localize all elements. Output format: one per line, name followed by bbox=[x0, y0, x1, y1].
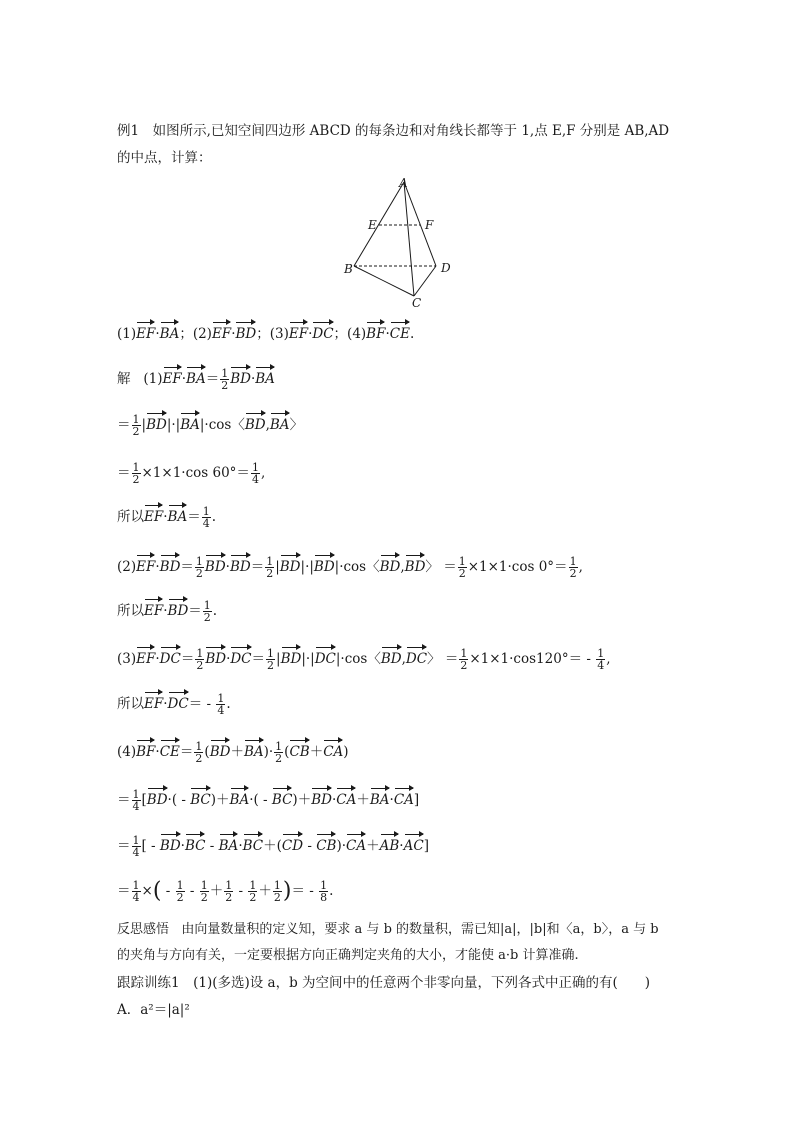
solution-1-result: 所以EF·BA＝ $\frac{1}{4}$ . bbox=[117, 505, 216, 530]
label-a: A bbox=[399, 176, 408, 190]
training-option-a: A．a²＝|a|² bbox=[117, 1002, 190, 1018]
reflection-line-2: 的夹角与方向有关，一定要根据方向正确判定夹角的大小，才能使 a·b 计算准确. bbox=[117, 948, 579, 963]
solution-1-line-1: 解 (1)EF·BA＝ $\frac{1}{2}$ BD·BA bbox=[117, 367, 275, 392]
questions-line: (1)EF·BA；(2)EF·BD；(3)EF·DC；(4)BF·CE. bbox=[117, 326, 415, 342]
reflection-title: 反思感悟 bbox=[117, 922, 170, 937]
example-line-1: 例1 如图所示,已知空间四边形 ABCD 的每条边和对角线长都等于 1,点 E,F 分别是 AB,AD bbox=[117, 123, 670, 139]
reflection-line-1: 反思感悟 由向量数量积的定义知，要求 a 与 b 的数量积，需已知|a|，|b|和〈a，b〉，a 与 b bbox=[117, 922, 659, 937]
solution-2-line: (2)EF·BD＝ $\frac{1}{2}$ BD·BD＝ $\frac{1}{2}$ |BD|·|BD|·cos〈BD,BD〉 ＝ $\frac{1}{2}$ ×1×1·cos 0°＝ $\frac{1}{2}$ , bbox=[117, 555, 583, 580]
solution-4-line-1: (4)BF·CE＝ $\frac{1}{2}$ (BD＋BA)· $\frac{1}{2}$ (CB＋CA) bbox=[117, 740, 349, 765]
training-line-1: 跟踪训练1 (1)(多选)设 a，b 为空间中的任意两个非零向量，下列各式中正确的有( ) bbox=[117, 975, 651, 991]
label-b: B bbox=[344, 262, 353, 276]
solution-3-result: 所以EF·DC＝ - $\frac{1}{4}$ . bbox=[117, 692, 231, 717]
solution-4-line-2: ＝ $\frac{1}{4}$ [BD·( - BC)＋BA·( - BC)＋BD·CA＋BA·CA] bbox=[117, 788, 420, 813]
label-d: D bbox=[441, 261, 451, 275]
solution-3-line: (3)EF·DC＝ $\frac{1}{2}$ BD·DC＝ $\frac{1}{2}$ |BD|·|DC|·cos〈BD,DC〉 ＝ $\frac{1}{2}$ ×1×1·cos120°＝ - $\frac{1}{4}$ , bbox=[117, 647, 611, 672]
label-c: C bbox=[412, 296, 422, 310]
solution-1-line-3: ＝ $\frac{1}{2}$ ×1×1·cos 60°＝ $\frac{1}{4}$ , bbox=[117, 461, 266, 486]
solution-1-line-2: ＝ $\frac{1}{2}$ |BD|·|BA|·cos〈BD,BA〉 bbox=[117, 413, 304, 438]
solution-4-line-4: ＝ $\frac{1}{4}$ ×( - $\frac{1}{2}$ - $\frac{1}{2}$ ＋ $\frac{1}{2}$ - $\frac{1}{2}$ ＋ $\frac{1}{2}$ )＝ - $\frac{1}{8}$ . bbox=[117, 878, 334, 904]
solution-4-line-3: ＝ $\frac{1}{4}$ [ - BD·BC - BA·BC＋(CD - CB)·CA＋AB·AC] bbox=[117, 834, 429, 859]
solution-2-result: 所以EF·BD＝ $\frac{1}{2}$ . bbox=[117, 599, 218, 624]
label-e: E bbox=[368, 218, 377, 232]
label-f: F bbox=[425, 218, 434, 232]
example-line-2: 的中点，计算： bbox=[117, 150, 212, 166]
tetrahedron-figure bbox=[336, 172, 462, 312]
